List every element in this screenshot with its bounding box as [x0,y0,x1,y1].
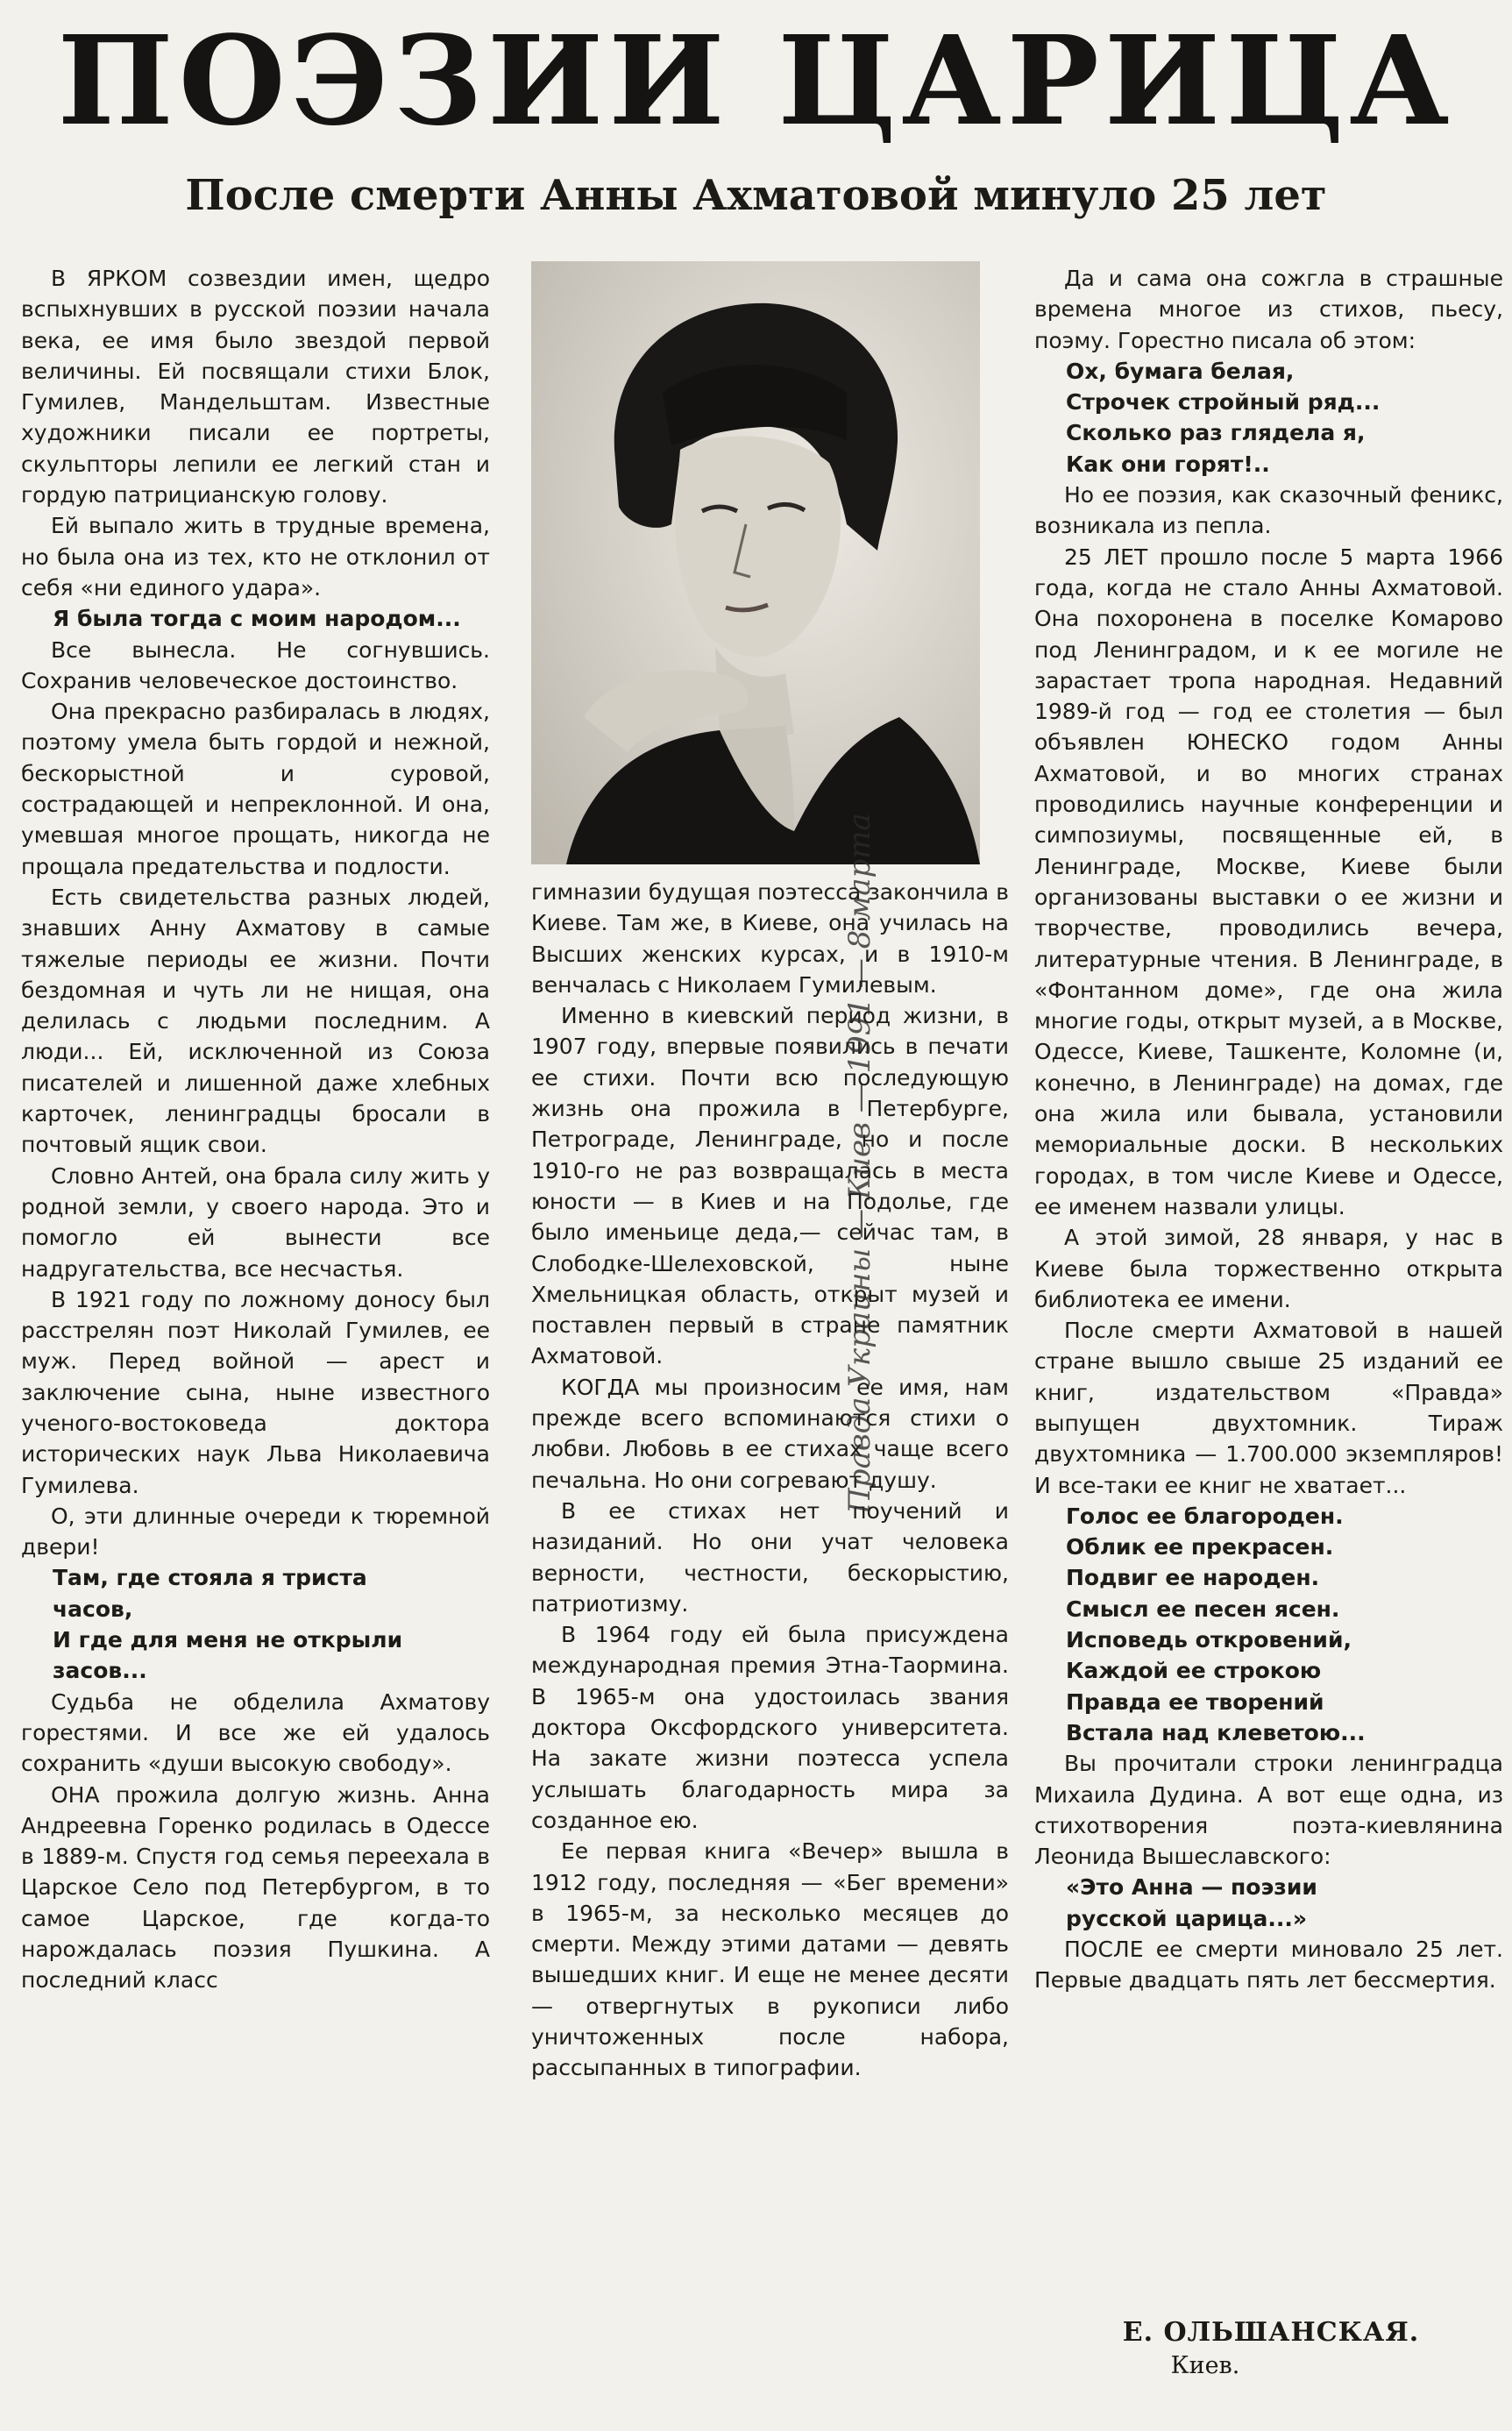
article-column-2 [531,877,1009,2084]
paragraph: Есть свидетельства разных людей, знавших Анну Ахматову в самые тяжелые периоды ее жизни. Почти бездомная и чуть ли не нищая, она делилась с людьми последним. А люди... Ей, исключенной из Союза писателей и лишенной даже хлебных карточек, ленинградцы бросали в почтовый ящик свои. [21,884,490,1158]
portrait-photo [531,261,980,864]
paragraph: Ее первая книга «Вечер» вышла в 1912 году, последняя — «Бег времени» в 1965-м, за несколько месяцев до смерти. Между этими датами — девять вышедших книг. И еще не менее десяти — отвергнутых в рукописи либо уничтоженных после набора, рассыпанных в типографии. [531,1838,1009,2081]
article-column-1 [21,263,490,1996]
paragraph: Все вынесла. Не согнувшись. Сохранив человеческое достоинство. [21,636,490,693]
paragraph: Она прекрасно разбиралась в людях, поэтому умела быть гордой и нежной, бескорыстной и суровой, сострадающей и непреклонной. И она, умевшая многое прощать, никогда не прощала предательства и подлости. [21,699,490,879]
paragraph: Ей выпало жить в трудные времена, но была она из тех, кто не отклонил от себя «ни единого удара». [21,513,490,601]
paragraph: В 1964 году ей была присуждена международная премия Этна-Таормина. В 1965-м она удостоилась звания доктора Оксфордского университета. На закате жизни поэтесса успела услышать благодарность мира за созданное ею. [531,1622,1009,1833]
verse-quote: Ох, бумага белая, Строчек стройный ряд... Сколько раз глядела я, Как они горят!.. [1066,358,1381,477]
paragraph: Именно в киевский период жизни, в 1907 году, впервые появились в печати ее стихи. Почти всю последующую жизнь она прожила в Петербурге, Петрограде, Ленинграде, но и после 1910-го не раз возвращалась в места юности — в Киев и на Подолье, где было именьице деда,— сейчас там, в Слободке-Шелеховской, ныне Хмельницкая область, открыт музей и поставлен первый в стране памятник Ахматовой. [531,1003,1009,1369]
paragraph: А этой зимой, 28 января, у нас в Киеве была торжественно открыта библиотека ее имени. [1034,1225,1503,1312]
paragraph: гимназии будущая поэтесса закончила в Киеве. Там же, в Киеве, она училась на Высших женских курсах, и в 1910-м венчалась с Николаем Гумилевым. [531,879,1009,998]
verse-quote: Я была тогда с моим народом... [53,606,461,632]
paragraph: ОНА прожила долгую жизнь. Анна Андреевна Горенко родилась в Одессе в 1889-м. Спустя год семья переехала в Царское Село под Петербургом, в то самое Царское, где когда-то нарождалась поэзия Пушкина. А последний класс [21,1781,490,1994]
verse-quote: «Это Анна — поэзии русской царица...» [1066,1874,1317,1931]
article-column-3 [1034,263,1503,1996]
author-city: Киев. [1170,2352,1240,2379]
paragraph: Да и сама она сожгла в страшные времена многое из стихов, пьесу, поэму. Горестно писала об этом: [1034,266,1503,353]
paragraph: О, эти длинные очереди к тюремной двери! [21,1503,490,1560]
verse-quote: Там, где стояла я триста часов, И где для меня не открыли засов... [53,1565,403,1684]
paragraph: Вы прочитали строки ленинградца Михаила Дудина. А вот еще одна, из стихотворения поэта-киевлянина Леонида Вышеславского: [1034,1751,1503,1870]
paragraph: ПОСЛЕ ее смерти миновало 25 лет. Первые двадцать пять лет бессмертия. [1034,1937,1503,1994]
paragraph: Но ее поэзия, как сказочный феникс, возникала из пепла. [1034,482,1503,539]
author-name: Е. ОЛЬШАНСКАЯ. [1122,2317,1420,2348]
paragraph: 25 ЛЕТ прошло после 5 марта 1966 года, когда не стало Анны Ахматовой. Она похоронена в поселке Комарово под Ленинградом, и к ее могиле не зарастает тропа народная. Недавний 1989-й год — год ее столетия — был объявлен ЮНЕСКО годом Анны Ахматовой, и во многих странах проводились научные конференции и симпозиумы, посвященные ей, в Ленинграде, Москве, Киеве были организованы выставки о ее жизни и творчестве, проводились вечера, литературные чтения. В Ленинграде, в «Фонтанном доме», где она жила многие годы, открыт музей, а в Москве, Одессе, Киеве, Ташкенте, Коломне (и, конечно, в Ленинграде) на домах, где она жила или бывала, установили мемориальные доски. В нескольких городах, в том числе Киеве и Одессе, ее именем назвали улицы. [1034,544,1503,1219]
paragraph: Судьба не обделила Ахматову горестями. И все же ей удалось сохранить «души высокую свободу». [21,1688,490,1777]
byline [1061,2316,1481,2383]
verse-quote: Голос ее благороден. Облик ее прекрасен. Подвиг ее народен. Смысл ее песен ясен. Исповедь откровений, Каждой ее строкою Правда ее творений Встала над клеветою... [1066,1503,1366,1745]
headline: ПОЭЗИИ ЦАРИЦА [57,10,1455,153]
paragraph: В ее стихах нет поучений и назиданий. Но они учат человека верности, честности, бескорыстию, патриотизму. [531,1497,1009,1617]
subheadline: После смерти Анны Ахматовой минуло 25 лет [185,171,1327,220]
portrait-photo-icon [531,261,980,864]
handwritten-margin-note: Правда Украины — Киев — 1991 — 8 марта [842,813,877,1514]
paragraph: Словно Антей, она брала силу жить у родной земли, у своего народа. Это и помогло ей вынести все надругательства, все несчастья. [21,1162,490,1282]
paragraph: После смерти Ахматовой в нашей стране вышло свыше 25 изданий ее книг, издательством «Правда» выпущен двухтомник. Тираж двухтомника — 1.700.000 экземпляров! И все-таки ее книг не хватает... [1034,1318,1503,1498]
paragraph: КОГДА мы произносим ее имя, нам прежде всего вспоминаются стихи о любви. Любовь в ее стихах чаще всего печальна. Но они согревают душу. [531,1374,1009,1493]
paragraph: В ЯРКОМ созвездии имен, щедро вспыхнувших в русской поэзии начала века, ее имя было звездой первой величины. Ей посвящали стихи Блок, Гумилев, Мандельштам. Известные художники писали ее портреты, скульпторы лепили ее легкий стан и гордую патрицианскую голову. [21,266,490,508]
paragraph: В 1921 году по ложному доносу был расстрелян поэт Николай Гумилев, ее муж. Перед войной — арест и заключение сына, ныне известного ученого-востоковеда доктора исторических наук Льва Николаевича Гумилева. [21,1286,490,1498]
